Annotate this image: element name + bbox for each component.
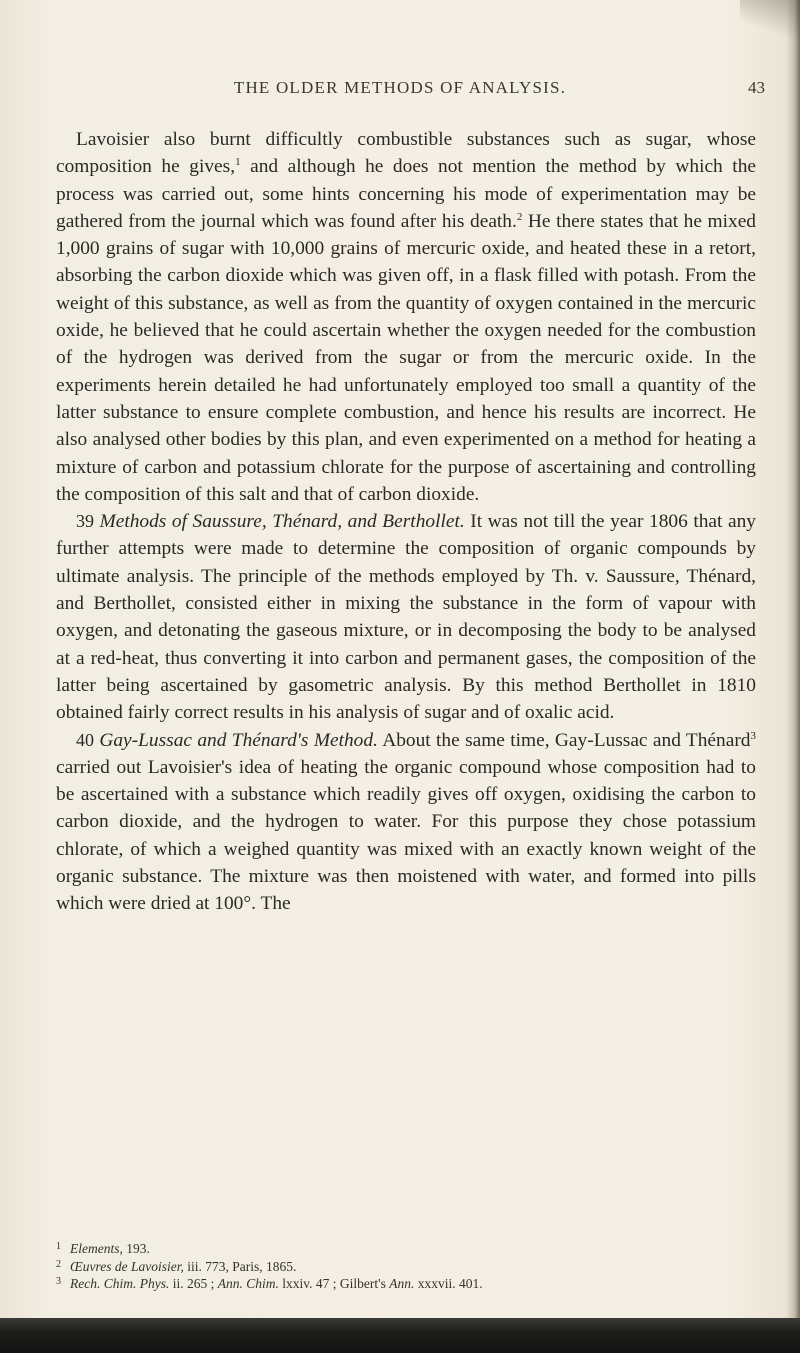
section-39-text: It was not till the year 1806 that any further attempts were made to determine the composition of organic compounds by ultimate analysis. The principle of the methods employed by Th. v. Saussure, Thénard, and Berthollet, consisted either in mixing the substance in the form of vapour with oxygen, and detonating the gaseous mixture, or in decomposing the body to be analysed at a red-heat, thus converting it into carbon and permanent gases, the composition of the latter being ascertained by gasometric analysis. By this method Berthollet in 1810 obtained fairly correct results in his analysis of sugar and of oxalic acid. [56, 511, 756, 724]
footnote-3: 3 Rech. Chim. Phys. ii. 265 ; Ann. Chim. lxxiv. 47 ; Gilbert's Ann. xxxvii. 401. [56, 1276, 483, 1292]
para1-text-1: Lavoisier also burnt difficultly combustible substances such as sugar, whose composition he gives, [56, 129, 756, 178]
section-40-text-a: About the same time, Gay-Lussac and Thénard [377, 729, 751, 751]
footnote-2-title: Œuvres de Lavoisier, [70, 1258, 184, 1274]
section-40 [56, 727, 756, 918]
running-head: THE OLDER METHODS OF ANALYSIS. [233, 78, 567, 97]
section-39-title: Methods of Saussure, Thénard, and Berthollet. [99, 511, 465, 533]
footnote-3-text: ii. 265 ; [169, 1276, 218, 1292]
footnote-ref-1: 1 [235, 156, 241, 169]
footnote-2-text: iii. 773, Paris, 1865. [183, 1258, 297, 1274]
footnote-ref-2: 2 [516, 210, 523, 223]
footnote-3-title-2: Ann. Chim. [217, 1276, 279, 1292]
para1-text-2: and although he does not mention the method by which the process was carried out, some hints concerning his mode of experimentation may be gathered from the journal which was found after his death. [56, 156, 756, 232]
footnote-1: 1 Elements, 193. [56, 1241, 150, 1256]
section-40-text-b: carried out Lavoisier's idea of heating the organic compound whose composition had to be ascertained with a substance which readily gives off oxygen, oxidising the carbon to carbon dioxide, and the hydrogen to water. For this purpose they chose potassium chlorate, of which a weighed quantity was mixed with an exactly known weight of the organic substance. The mixture was then moistened with water, and formed into pills which were dried at 100°. The [56, 756, 756, 915]
section-40-title: Gay-Lussac and Thénard's Method. [99, 729, 378, 751]
section-39-number: 39 [76, 511, 94, 532]
footnote-3-title: Rech. Chim. Phys. [70, 1276, 170, 1292]
page-number: 43 [748, 78, 765, 97]
footnote-3-title-3: Ann. [389, 1276, 415, 1292]
section-39 [56, 508, 756, 726]
scan-bottom-edge [0, 1318, 800, 1353]
page-header [0, 78, 800, 108]
footnote-ref-3: 3 [750, 729, 756, 742]
page-right-edge-shadow [786, 0, 800, 1353]
footnote-1-text: 193. [122, 1241, 150, 1256]
footnote-2: 2 Œuvres de Lavoisier, iii. 773, Paris, 1865. [56, 1258, 297, 1274]
paragraph-lavoisier [56, 126, 756, 508]
para1-text-3: He there states that he mixed 1,000 grains of sugar with 10,000 grains of mercuric oxide, and heated these in a retort, absorbing the carbon dioxide which was given off, in a flask filled with potash. From the weight of this substance, as well as from the quantity of oxygen contained in the mercuric oxide, he believed that he could ascertain whether the oxygen needed for the combustion of the hydrogen was derived from the sugar or from the mercuric oxide. In the experiments herein detailed he had unfortunately employed too small a quantity of the latter substance to ensure complete combustion, and hence his results are incorrect. He also analysed other bodies by this plan, and even experimented on a method for heating a mixture of carbon and potassium chlorate for the purpose of ascertaining and controlling the composition of this salt and that of carbon dioxide. [56, 210, 757, 505]
footnote-1-title: Elements, [70, 1241, 123, 1256]
footnote-3-text-3: xxxvii. 401. [414, 1276, 483, 1292]
footnotes [56, 1240, 756, 1293]
footnote-3-text-2: lxxiv. 47 ; Gilbert's [278, 1276, 390, 1292]
body-text [56, 126, 756, 918]
section-40-number: 40 [76, 729, 94, 750]
